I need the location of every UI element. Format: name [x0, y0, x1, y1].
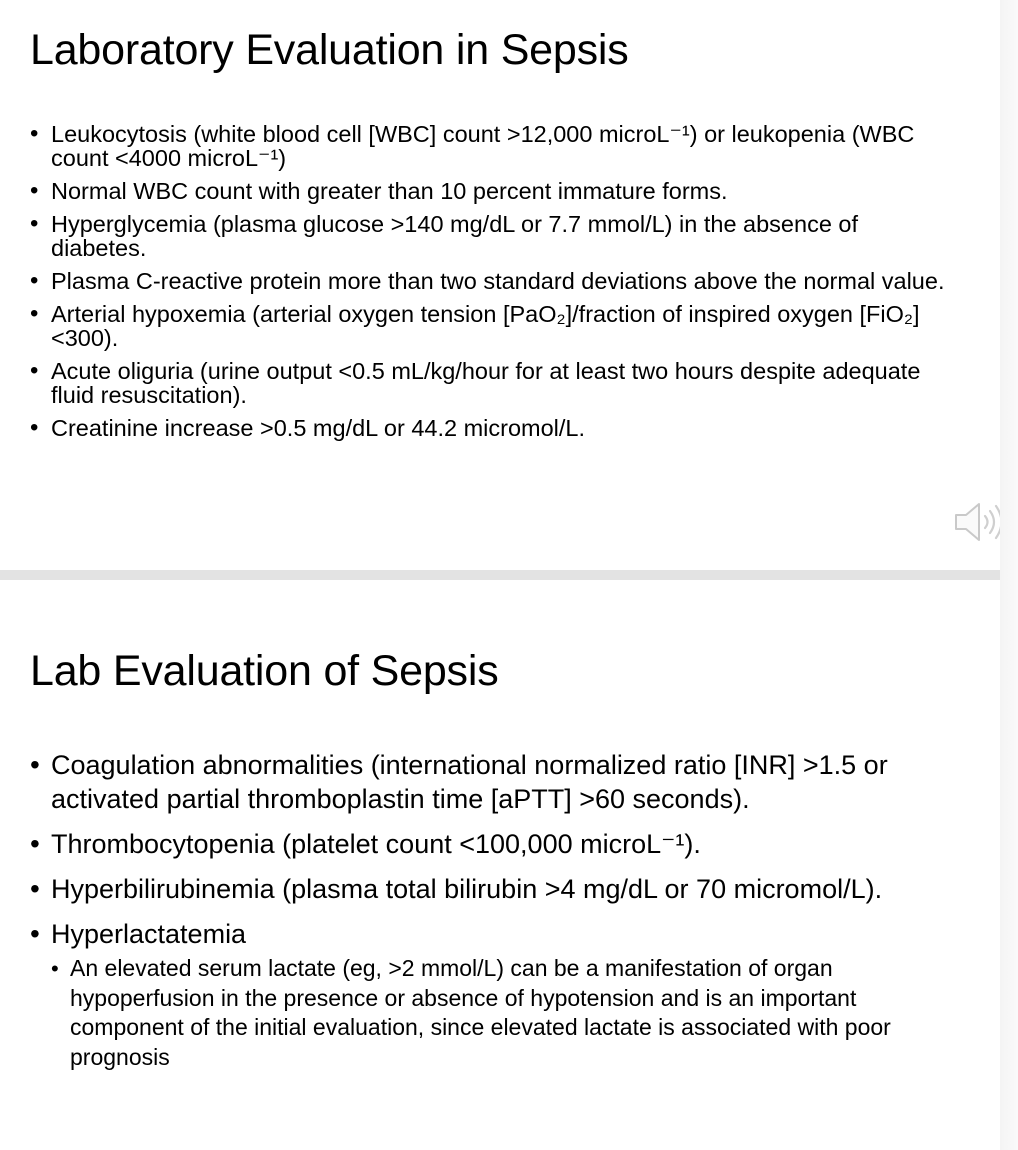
list-item: • Acute oliguria (urine output <0.5 mL/kg/hour for at least two hours despite adequate fluid resuscitation).: [30, 359, 950, 407]
list-item: • Creatinine increase >0.5 mg/dL or 44.2 micromol/L.: [30, 416, 950, 440]
list-item: • Hyperglycemia (plasma glucose >140 mg/dL or 7.7 mmol/L) in the absence of diabetes.: [30, 212, 950, 260]
sub-list-item: • An elevated serum lactate (eg, >2 mmol/L) can be a manifestation of organ hypoperfusion in the presence or absence of hypotension and is an important component of the initial evaluation, since elevated lactate is associated with poor prognosis: [51, 954, 960, 1072]
list-item: • Coagulation abnormalities (international normalized ratio [INR] >1.5 or activated partial thromboplastin time [aPTT] >60 seconds).: [30, 748, 960, 816]
slide-2: [0, 580, 1000, 1150]
slide-1: [0, 0, 1000, 570]
speaker-icon[interactable]: [952, 498, 1000, 546]
slide-title: Lab Evaluation of Sepsis: [30, 647, 499, 695]
list-item: • Normal WBC count with greater than 10 percent immature forms.: [30, 179, 950, 203]
slide-title: Laboratory Evaluation in Sepsis: [30, 26, 629, 74]
list-item: • Leukocytosis (white blood cell [WBC] count >12,000 microL⁻¹) or leukopenia (WBC count <4000 microL⁻¹): [30, 122, 950, 170]
list-item: • Plasma C-reactive protein more than two standard deviations above the normal value.: [30, 269, 950, 293]
list-item-label: Hyperlactatemia: [51, 919, 247, 949]
slide-divider: [0, 570, 1000, 580]
sub-bullet-list: [51, 954, 960, 1072]
scroll-gutter: [1000, 0, 1018, 1150]
list-item: • Hyperbilirubinemia (plasma total bilirubin >4 mg/dL or 70 micromol/L).: [30, 872, 960, 906]
bullet-list: [30, 748, 960, 1083]
list-item: [30, 917, 960, 1072]
list-item: • Arterial hypoxemia (arterial oxygen tension [PaO₂]/fraction of inspired oxygen [FiO₂] <300).: [30, 302, 950, 350]
list-item: • Thrombocytopenia (platelet count <100,000 microL⁻¹).: [30, 827, 960, 861]
bullet-list: [30, 122, 950, 449]
